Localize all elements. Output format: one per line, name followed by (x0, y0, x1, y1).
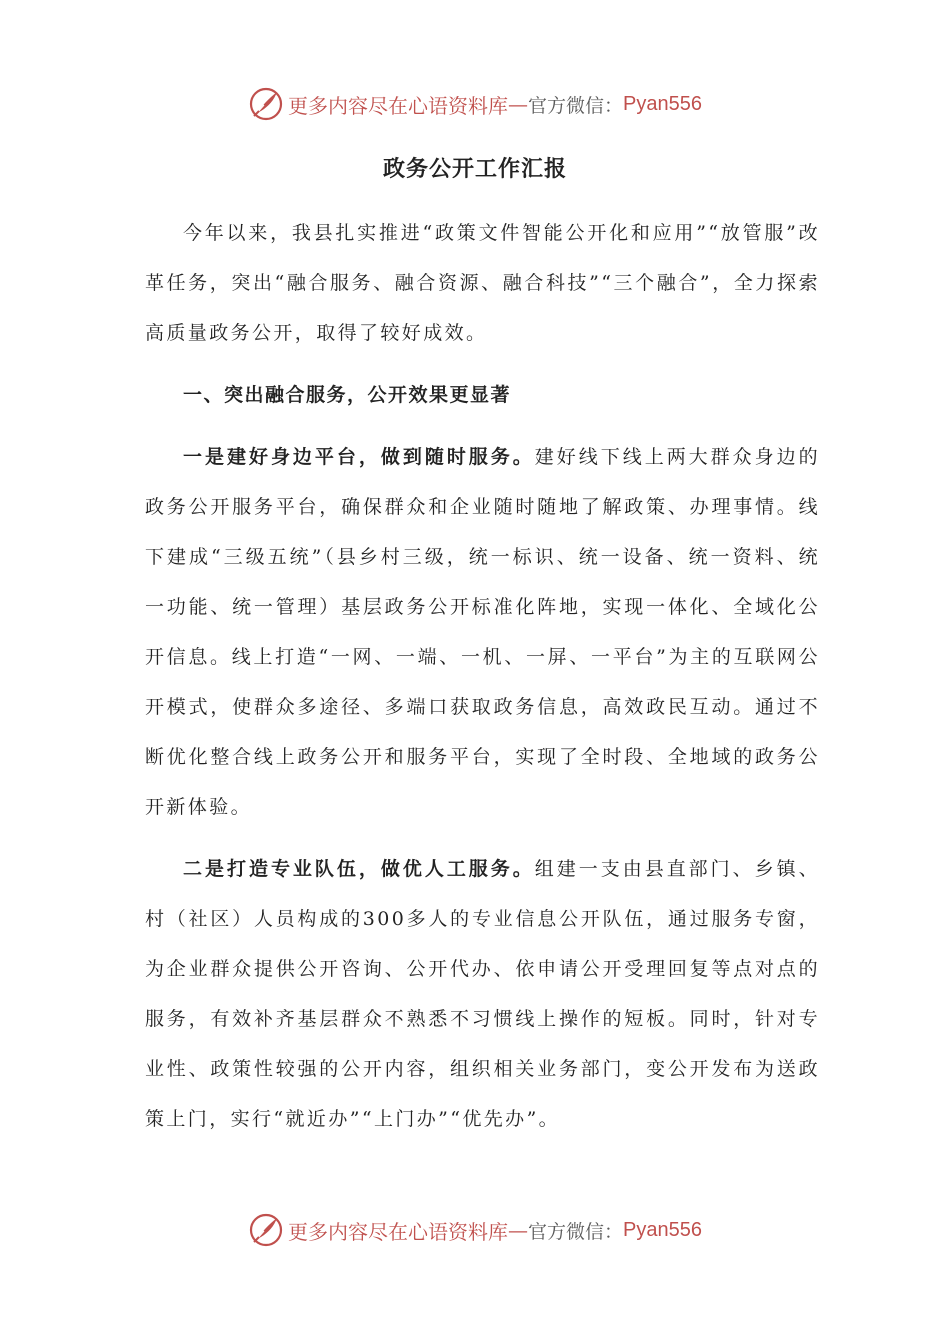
item-lead-1: 一是建好身边平台，做到随时服务。 (183, 446, 535, 468)
intro-paragraph: 今年以来，我县扎实推进“政策文件智能公开化和应用”“放管服”改革任务，突出“融合服务、融合资源、融合科技”“三个融合”，全力探索高质量政务公开，取得了较好成效。 (145, 222, 820, 344)
header-watermark-banner (0, 84, 950, 124)
banner-dash: — (508, 92, 528, 116)
footer-watermark-banner (0, 1210, 950, 1250)
banner-wechat-label: 官方微信： (528, 94, 624, 117)
document-body (145, 208, 820, 1144)
banner-slogan: 更多内容尽在心语资料库 (288, 1219, 508, 1244)
item-paragraph-1 (145, 432, 820, 832)
quill-pen-logo-icon (248, 86, 284, 122)
item-paragraph-2 (145, 844, 820, 1144)
quill-pen-logo-icon (248, 1212, 284, 1248)
item-lead-2: 二是打造专业队伍，做优人工服务。 (183, 858, 535, 880)
section-heading: 一、突出融合服务，公开效果更显著 (183, 384, 512, 406)
banner-wechat-id: Pyan556 (623, 1218, 702, 1241)
item-body-2: 组建一支由县直部门、乡镇、村（社区）人员构成的300多人的专业信息公开队伍，通过服务专窗，为企业群众提供公开咨询、公开代办、依申请公开受理回复等点对点的服务，有效补齐基层群众不熟悉不习惯线上操作的短板。同时，针对专业性、政策性较强的公开内容，组织相关业务部门，变公开发布为送政策上门，实行“就近办”“上门办”“优先办”。 (145, 858, 821, 1130)
banner-wechat-id: Pyan556 (623, 92, 702, 115)
item-body-1: 建好线下线上两大群众身边的政务公开服务平台，确保群众和企业随时随地了解政策、办理事情。线下建成“三级五统”（县乡村三级，统一标识、统一设备、统一资料、统一功能、统一管理）基层政务公开标准化阵地，实现一体化、全域化公开信息。线上打造“一网、一端、一机、一屏、一平台”为主的互联网公开模式，使群众多途径、多端口获取政务信息，高效政民互动。通过不断优化整合线上政务公开和服务平台，实现了全时段、全地域的政务公开新体验。 (145, 446, 821, 818)
banner-wechat-label: 官方微信： (528, 1220, 624, 1243)
banner-slogan: 更多内容尽在心语资料库 (288, 93, 508, 118)
banner-dash: — (508, 1218, 528, 1242)
document-title: 政务公开工作汇报 (382, 156, 567, 182)
